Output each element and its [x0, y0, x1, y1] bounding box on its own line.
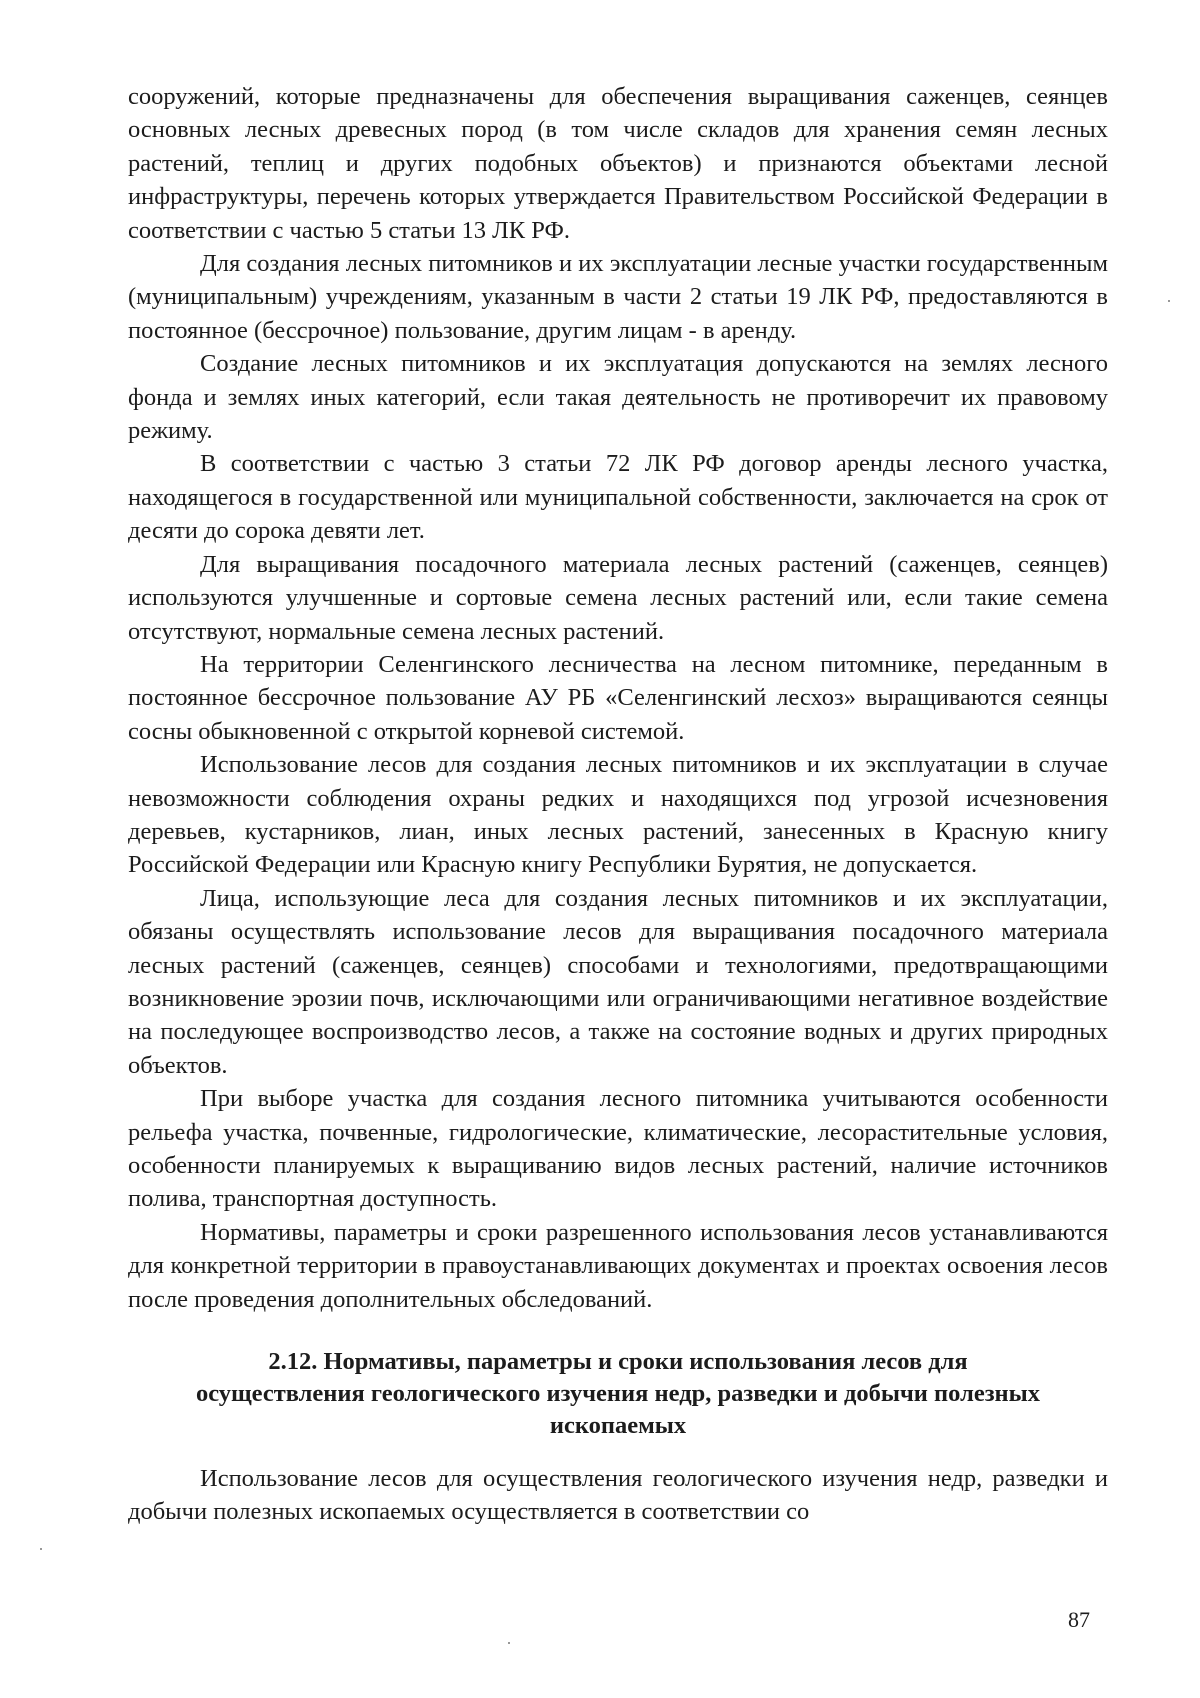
scan-speck [40, 1548, 42, 1550]
intro-paragraph: сооружений, которые предназначены для обеспечения выращивания саженцев, сеянцев основных лесных древесных пород (в том числе складов для хранения семян лесных растений, теплиц и других подобных объектов) и признаются объектами лесной инфраструктуры, перечень которых утверждается Правительством Российской Федерации в соответствии с частью 5 статьи 13 ЛК РФ. [128, 83, 1108, 244]
scan-speck [508, 1642, 510, 1644]
paragraph-4: Для выращивания посадочного материала лесных растений (саженцев, сеянцев) используются улучшенные и сортовые семена лесных растений или, если такие семена отсутствуют, нормальные семена лесных растений. [128, 550, 1108, 645]
paragraph-9: Нормативы, параметры и сроки разрешенного использования лесов устанавливаются для конкретной территории в правоустанавливающих документах и проектах освоения лесов после проведения дополнительных обследований. [128, 1218, 1108, 1313]
page-number: 87 [1068, 1607, 1090, 1632]
body-text [128, 80, 1108, 1529]
paragraph-8: При выборе участка для создания лесного питомника учитываются особенности рельефа участка, почвенные, гидрологические, климатические, лесорастительные условия, особенности планируемых к выращиванию видов лесных растений, наличие источников полива, транспортная доступность. [128, 1085, 1108, 1213]
section-paragraph: Использование лесов для осуществления геологического изучения недр, разведки и добычи полезных ископаемых осуществляется в соответствии со [128, 1465, 1108, 1526]
paragraph-6: Использование лесов для создания лесных питомников и их эксплуатации в случае невозможности соблюдения охраны редких и находящихся под угрозой исчезновения деревьев, кустарников, лиан, иных лесных растений, занесенных в Красную книгу Российской Федерации или Красную книгу Республики Бурятия, не допускается. [128, 751, 1108, 879]
section-heading: 2.12. Нормативы, параметры и сроки использования лесов для осуществления геологического изучения недр, разведки и добычи полезных ископаемых [195, 1348, 1041, 1440]
paragraph-7: Лица, использующие леса для создания лесных питомников и их эксплуатации, обязаны осуществлять использование лесов для выращивания посадочного материала лесных растений (саженцев, сеянцев) способами и технологиями, предотвращающими возникновение эрозии почв, исключающими или ограничивающими негативное воздействие на последующее воспроизводство лесов, а также на состояние водных и других природных объектов. [128, 884, 1108, 1079]
paragraph-2: Создание лесных питомников и их эксплуатация допускаются на землях лесного фонда и землях иных категорий, если такая деятельность не противоречит их правовому режиму. [128, 350, 1108, 445]
paragraph-3: В соответствии с частью 3 статьи 72 ЛК РФ договор аренды лесного участка, находящегося в государственной или муниципальной собственности, заключается на срок от десяти до сорока девяти лет. [128, 450, 1108, 545]
paragraph-1: Для создания лесных питомников и их эксплуатации лесные участки государственным (муниципальным) учреждениям, указанным в части 2 статьи 19 ЛК РФ, предоставляются в постоянное (бессрочное) пользование, другим лицам - в аренду. [128, 250, 1108, 344]
scan-speck [1168, 300, 1170, 302]
paragraph-5: На территории Селенгинского лесничества на лесном питомнике, переданным в постоянное бессрочное пользование АУ РБ «Селенгинский лесхоз» выращиваются сеянцы сосны обыкновенной с открытой корневой системой. [128, 650, 1108, 745]
